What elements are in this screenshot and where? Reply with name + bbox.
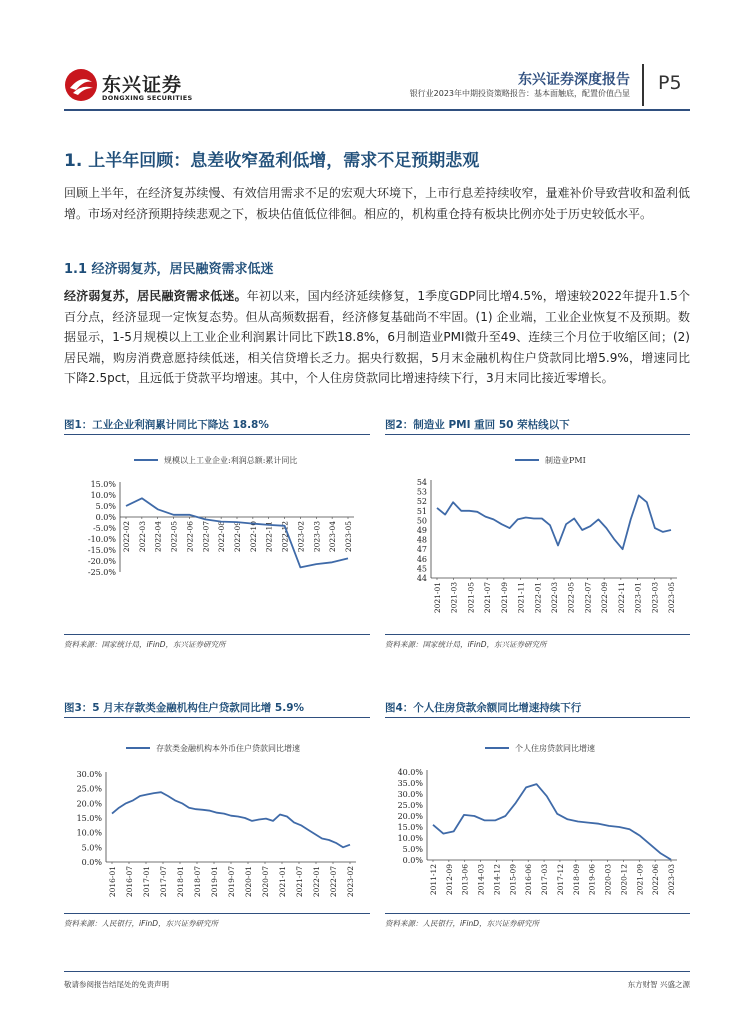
x-tick-label: 2014-12 xyxy=(492,864,502,896)
y-tick-label: 25.0% xyxy=(76,784,102,794)
y-tick-label: 30.0% xyxy=(397,790,423,799)
lead-phrase: 经济弱复苏，居民融资需求低迷。 xyxy=(64,289,247,303)
y-tick-label: 0.0% xyxy=(81,858,102,867)
figure-1-title: 图1：工业企业利润累计同比下降达 18.8% xyxy=(64,419,269,431)
x-tick-label: 2021-01 xyxy=(433,582,442,614)
x-tick-label: 2022-10 xyxy=(248,521,258,553)
x-tick-label: 2020-03 xyxy=(603,864,613,896)
x-tick-label: 2022-06 xyxy=(651,864,661,896)
x-tick-label: 2021-07 xyxy=(483,582,493,614)
y-tick-label: 15.0% xyxy=(76,814,102,823)
x-tick-label: 2022-01 xyxy=(312,866,321,898)
y-tick-label: 0.0% xyxy=(95,513,116,522)
x-tick-label: 2023-04 xyxy=(328,521,338,553)
x-tick-label: 2013-06 xyxy=(460,864,470,896)
x-tick-label: 2015-09 xyxy=(508,864,518,896)
x-tick-label: 2022-09 xyxy=(600,582,610,614)
y-tick-label: 40.0% xyxy=(397,768,423,777)
figure-2-bottom-rule xyxy=(385,634,690,635)
figure-2-title: 图2：制造业 PMI 重回 50 荣枯线以下 xyxy=(385,419,570,431)
x-tick-label: 2022-08 xyxy=(217,521,227,553)
figure-1-bottom-rule xyxy=(64,634,370,635)
footer-slogan: 东方财智 兴盛之源 xyxy=(627,980,690,989)
logo-english: DONGXING SECURITIES xyxy=(102,94,193,102)
x-tick-label: 2021-09 xyxy=(499,582,509,614)
disclaimer-note: 敬请参阅报告结尾处的免责声明 xyxy=(64,980,169,989)
y-tick-label: -5.0% xyxy=(92,524,116,533)
series-line xyxy=(437,495,671,549)
x-tick-label: 2016-01 xyxy=(108,866,117,898)
y-tick-label: 53 xyxy=(416,487,427,497)
figure-3-rule xyxy=(64,717,370,718)
y-tick-label: -10.0% xyxy=(87,535,116,544)
x-tick-label: 2017-12 xyxy=(555,864,565,896)
body-text: 年初以来，国内经济延续修复，1季度GDP同比增4.5%，增速较2022年提升1.5个百分点，经济显现一定恢复态势。但从高频数据看，经济修复基础尚不牢固。(1) 企业端，工业企业恢复不及预期。数据显示，1-5月规模以上工业企业利润累计同比下跌18.8%，6月制造业PMI微升至49、连续三个月位于收缩区间；(2) 居民端，购房消费意愿持续低迷，相关信贷增长乏力。据央行数据，5月末金融机构住户贷款同比增5.9%，增速同比下降2.5pct，且远低于贷款平均增速。其中，个人住房贷款同比增速持续下行，3月末同比接近零增长。 xyxy=(64,289,690,385)
figure-4-bottom-rule xyxy=(385,913,690,914)
x-tick-label: 2019-07 xyxy=(227,866,236,898)
y-tick-label: 0.0% xyxy=(402,856,423,865)
x-tick-label: 2017-07 xyxy=(159,866,168,898)
figure-4-source: 资料来源：人民银行，iFinD，东兴证券研究所 xyxy=(385,919,540,928)
figure-1-source: 资料来源：国家统计局，iFinD，东兴证券研究所 xyxy=(64,640,226,649)
y-tick-label: 10.0% xyxy=(90,491,116,500)
logo-icon xyxy=(64,68,98,102)
section-heading: 1. 上半年回顾：息差收窄盈利低增，需求不足预期悲观 xyxy=(64,151,480,171)
chart-industrial-profit xyxy=(64,440,370,630)
x-tick-label: 2023-01 xyxy=(633,582,643,614)
x-tick-label: 2022-07 xyxy=(201,521,211,553)
x-tick-label: 2021-09 xyxy=(635,864,645,896)
x-tick-label: 2022-12 xyxy=(280,521,290,553)
y-tick-label: 35.0% xyxy=(397,779,423,788)
footer-rule xyxy=(64,971,690,972)
x-tick-label: 2018-09 xyxy=(571,864,581,896)
section-paragraph: 回顾上半年，在经济复苏续慢、有效信用需求不足的宏观大环境下，上市行息差持续收窄，量难补价导致营收和盈利低增。市场对经济预期持续悲观之下，板块估值低位徘徊。相应的，机构重仓持有板块比例亦处于历史较低水平。 xyxy=(64,186,690,221)
figure-3-source: 资料来源：人民银行，iFinD，东兴证券研究所 xyxy=(64,919,219,928)
x-tick-label: 2016-06 xyxy=(524,864,534,896)
y-tick-label: 51 xyxy=(416,506,427,516)
x-tick-label: 2023-03 xyxy=(650,582,660,614)
x-tick-label: 2021-05 xyxy=(466,582,476,614)
legend-label: 个人住房贷款同比增速 xyxy=(515,744,595,753)
figure-4-rule xyxy=(385,717,690,718)
y-tick-label: -15.0% xyxy=(87,546,116,555)
figure-2-source: 资料来源：国家统计局，iFinD，东兴证券研究所 xyxy=(385,640,547,649)
x-tick-label: 2022-01 xyxy=(533,582,543,614)
subsection-paragraph xyxy=(64,286,690,389)
figure-3-title: 图3：5 月末存款类金融机构住户贷款同比增 5.9% xyxy=(64,702,305,714)
x-tick-label: 2023-02 xyxy=(346,866,355,898)
series-line xyxy=(433,784,671,860)
y-tick-label: 25.0% xyxy=(397,801,423,810)
x-tick-label: 2022-05 xyxy=(169,521,179,553)
header-rule xyxy=(64,109,690,111)
y-tick-label: 15.0% xyxy=(397,823,423,832)
header-divider xyxy=(642,64,644,106)
chart-household-loans xyxy=(64,722,370,910)
x-tick-label: 2017-01 xyxy=(142,866,151,898)
report-type: 东兴证券深度报告 xyxy=(518,72,630,88)
y-tick-label: 44 xyxy=(416,574,427,583)
x-tick-label: 2018-01 xyxy=(176,866,185,898)
y-tick-label: -25.0% xyxy=(87,568,116,577)
x-tick-label: 2020-07 xyxy=(261,866,270,898)
x-tick-label: 2022-03 xyxy=(550,582,559,614)
y-tick-label: 20.0% xyxy=(76,799,102,809)
page-number: P5 xyxy=(658,72,682,94)
y-tick-label: 46 xyxy=(416,554,427,564)
x-tick-label: 2019-01 xyxy=(210,866,219,898)
x-tick-label: 2022-07 xyxy=(329,866,338,898)
y-tick-label: 54 xyxy=(416,478,427,487)
x-tick-label: 2021-03 xyxy=(449,582,459,614)
y-tick-label: 30.0% xyxy=(76,770,102,779)
y-tick-label: 5.0% xyxy=(81,843,102,853)
x-tick-label: 2018-07 xyxy=(193,866,202,898)
y-tick-label: 45 xyxy=(416,564,427,574)
legend-label: 制造业PMI xyxy=(545,456,586,465)
x-tick-label: 2022-07 xyxy=(583,582,593,614)
y-tick-label: 20.0% xyxy=(397,812,423,821)
x-tick-label: 2014-03 xyxy=(476,864,486,896)
y-tick-label: 50 xyxy=(416,516,427,526)
figure-2-rule xyxy=(385,434,690,435)
x-tick-label: 2023-05 xyxy=(667,582,676,614)
figure-3-bottom-rule xyxy=(64,913,370,914)
chart-mortgage-growth xyxy=(385,722,690,910)
logo-text: 东兴证券 xyxy=(102,74,183,96)
x-tick-label: 2020-12 xyxy=(619,864,629,896)
report-subtitle: 银行业2023年中期投资策略报告：基本面触底，配置价值凸显 xyxy=(409,89,630,98)
x-tick-label: 2012-09 xyxy=(444,864,454,896)
x-tick-label: 2022-11 xyxy=(616,582,626,614)
x-tick-label: 2022-06 xyxy=(185,521,195,553)
x-tick-label: 2022-05 xyxy=(566,582,576,614)
subsection-heading: 1.1 经济弱复苏，居民融资需求低迷 xyxy=(64,262,274,277)
y-tick-label: -20.0% xyxy=(87,557,116,566)
x-tick-label: 2020-01 xyxy=(244,866,253,898)
x-tick-label: 2016-07 xyxy=(125,866,134,898)
figure-1-rule xyxy=(64,434,370,435)
y-tick-label: 52 xyxy=(416,497,427,507)
x-tick-label: 2021-11 xyxy=(516,582,526,614)
legend-label: 规模以上工业企业:利润总额:累计同比 xyxy=(164,456,298,465)
x-tick-label: 2023-03 xyxy=(667,864,676,896)
x-tick-label: 2022-09 xyxy=(233,521,242,553)
x-tick-label: 2023-03 xyxy=(312,521,322,553)
y-tick-label: 47 xyxy=(416,545,427,555)
x-tick-label: 2019-06 xyxy=(587,864,597,896)
series-line xyxy=(112,792,350,847)
figure-4-title: 图4：个人住房贷款余额同比增速持续下行 xyxy=(385,702,582,714)
x-tick-label: 2022-03 xyxy=(137,521,147,553)
x-tick-label: 2022-11 xyxy=(264,521,274,553)
y-tick-label: 10.0% xyxy=(76,828,102,838)
y-tick-label: 5.0% xyxy=(402,845,423,854)
x-tick-label: 2023-05 xyxy=(344,521,353,553)
y-tick-label: 48 xyxy=(416,535,427,545)
x-tick-label: 2021-01 xyxy=(278,866,287,898)
chart-manufacturing-pmi xyxy=(385,440,690,630)
x-tick-label: 2023-02 xyxy=(296,521,306,553)
y-tick-label: 10.0% xyxy=(397,834,423,843)
x-tick-label: 2022-02 xyxy=(122,521,131,553)
y-tick-label: 49 xyxy=(416,526,427,535)
x-tick-label: 2022-04 xyxy=(153,521,163,553)
legend-label: 存款类金融机构本外币住户贷款同比增速 xyxy=(156,744,300,753)
x-tick-label: 2021-07 xyxy=(295,866,304,898)
y-tick-label: 15.0% xyxy=(90,480,116,489)
x-tick-label: 2011-12 xyxy=(429,864,438,896)
x-tick-label: 2017-03 xyxy=(540,864,550,896)
y-tick-label: 5.0% xyxy=(95,502,116,511)
